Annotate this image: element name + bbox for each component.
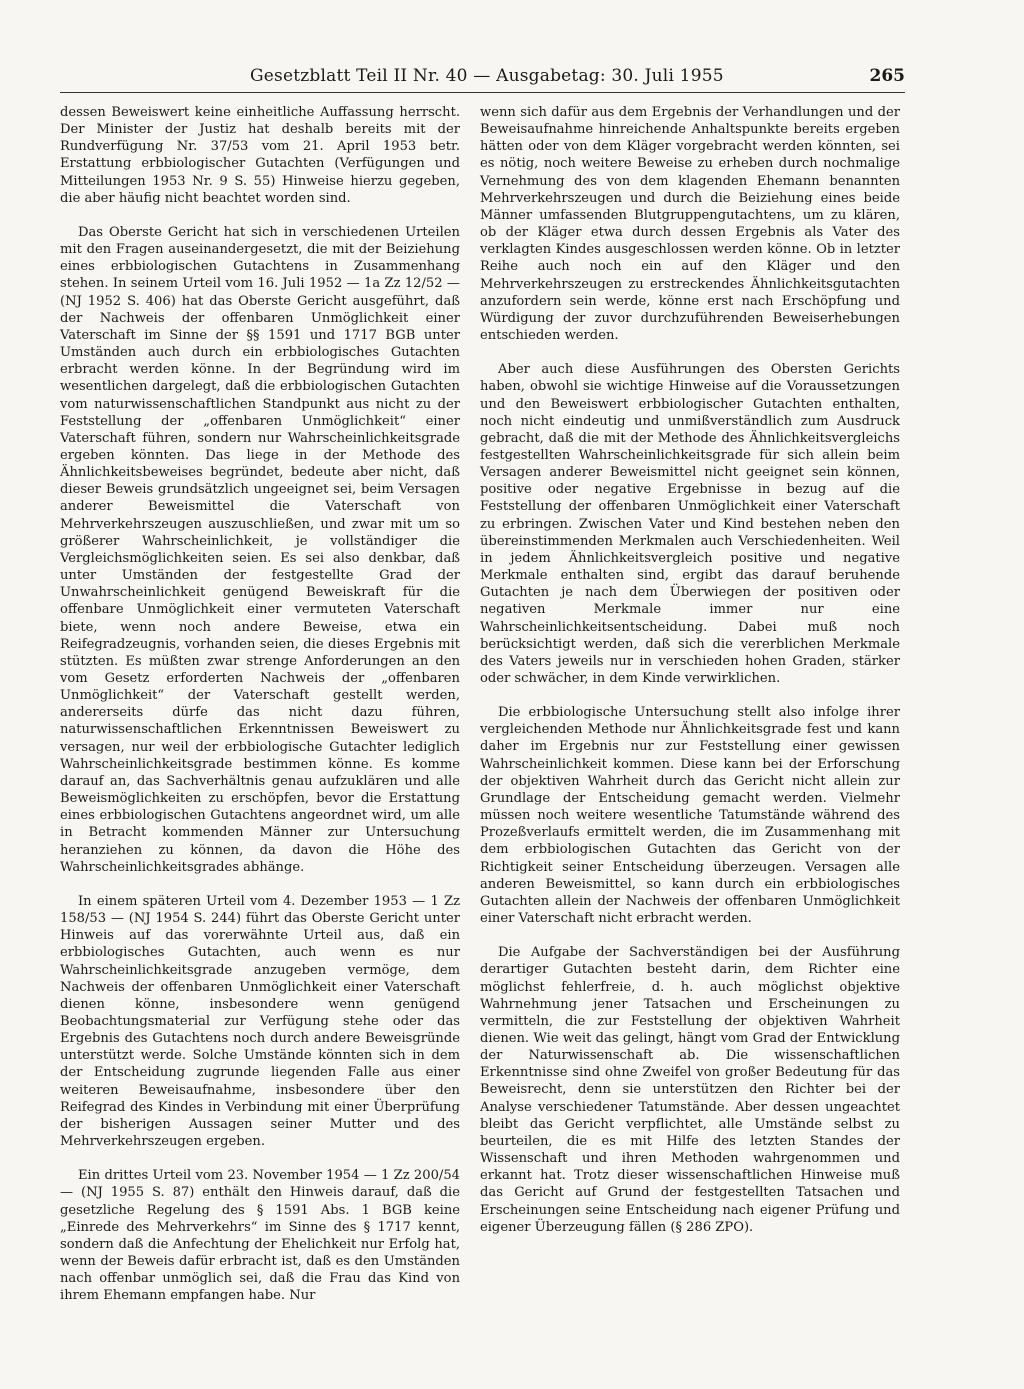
page-number: 265: [869, 66, 905, 86]
paragraph: Das Oberste Gericht hat sich in verschiedenen Urteilen mit den Fragen auseinandergesetzt, die mit der Beiziehung eines erbbiologischen Gutachtens in Zusammenhang stehen. In seinem Urteil vom 16. Juli 1952 — 1a Zz 12/52 — (NJ 1952 S. 406) hat das Oberste Gericht ausgeführt, daß der Nachweis der offenbaren Unmöglichkeit einer Vaterschaft im Sinne der §§ 1591 und 1717 BGB unter Umständen auch durch ein erbbiologisches Gutachten erbracht werden könne. In der Begründung wird im wesentlichen dargelegt, daß die erbbiologischen Gutachten vom naturwissenschaftlichen Standpunkt aus nicht zu der Feststellung der „offenbaren Unmöglichkeit“ einer Vaterschaft führen, sondern nur Wahrscheinlichkeitsgrade ergeben könnten. Das liege in der Methode des Ähnlichkeitsbeweises begründet, bedeute aber nicht, daß dieser Beweis grundsätzlich ungeeignet sei, beim Versagen anderer Beweismittel die Vaterschaft von Mehrverkehrszeugen auszuschließen, und zwar mit um so größerer Wahrscheinlichkeit, je vollständiger die Vergleichsmöglichkeiten seien. Es sei also denkbar, daß unter Umständen der festgestellte Grad der Unwahrscheinlichkeit genügend Beweiskraft für die offenbare Unmöglichkeit einer vermuteten Vaterschaft biete, wenn noch andere Beweise, etwa ein Reifegradzeugnis, vorhanden seien, die dieses Ergebnis mit stützten. Es müßten zwar strenge Anforderungen an den vom Gesetz erforderten Nachweis der „offenbaren Unmöglichkeit“ der Vaterschaft gestellt werden, andererseits dürfe das nicht dazu führen, naturwissenschaftlichen Erkenntnissen Beweiswert zu versagen, nur weil der erbbiologische Gutachter lediglich Wahrscheinlichkeitsgrade bestimmen könne. Es komme darauf an, das Sachverhältnis genau aufzuklären und alle Beweismöglichkeiten zu erschöpfen, bevor die Erstattung eines erbbiologischen Gutachtens angeordnet wird, um alle in Betracht kommenden Männer zur Untersuchung heranziehen zu können, da davon die Höhe des Wahrscheinlichkeitsgrades abhänge.: [60, 224, 460, 875]
paragraph: In einem späteren Urteil vom 4. Dezember 1953 — 1 Zz 158/53 — (NJ 1954 S. 244) führt das Oberste Gericht unter Hinweis auf das vorerwähnte Urteil aus, daß ein erbbiologisches Gutachten, auch wenn es nur Wahrscheinlichkeitsgrade anzugeben vermöge, dem Nachweis der offenbaren Unmöglichkeit einer Vaterschaft dienen könne, insbesondere wenn genügend Beobachtungsmaterial zur Verfügung stehe oder das Ergebnis des Gutachtens noch durch andere Beweisgründe unterstützt werde. Solche Umstände könnten sich in dem der Entscheidung zugrunde liegenden Falle aus einer weiteren Beweisaufnahme, insbesondere über den Reifegrad des Kindes in Verbindung mit einer Überprüfung der bisherigen Aussagen seiner Mutter und des Mehrverkehrszeugen ergeben.: [60, 893, 460, 1150]
left-column: [60, 104, 460, 1321]
paragraph: Die erbbiologische Untersuchung stellt also infolge ihrer vergleichenden Methode nur Ähnlichkeitsgrade fest und kann daher im Ergebnis nur zur Feststellung einer gewissen Wahrscheinlichkeit kommen. Diese kann bei der Erforschung der objektiven Wahrheit durch das Gericht nicht allein zur Grundlage der Entscheidung gemacht werden. Vielmehr müssen noch weitere wesentliche Tatumstände während des Prozeßverlaufs ermittelt werden, die im Zusammenhang mit dem erbbiologischen Gutachten das Gericht von der Richtigkeit seiner Entscheidung überzeugen. Versagen alle anderen Beweismittel, so kann durch ein erbbiologisches Gutachten allein der Nachweis der offenbaren Unmöglichkeit einer Vaterschaft nicht erbracht werden.: [480, 705, 900, 927]
paragraph: Aber auch diese Ausführungen des Obersten Gerichts haben, obwohl sie wichtige Hinweise auf die Voraussetzungen und den Beweiswert erbbiologischer Gutachten enthalten, noch nicht eindeutig und unmißverständlich zum Ausdruck gebracht, daß die mit der Methode des Ähnlichkeitsvergleichs festgestellten Wahrscheinlichkeitsgrade für sich allein beim Versagen anderer Beweismittel nicht geeignet sein können, positive oder negative Ergebnisse in bezug auf die Feststellung der offenbaren Unmöglichkeit einer Vaterschaft zu erbringen. Zwischen Vater und Kind bestehen neben den übereinstimmenden Merkmalen auch Verschiedenheiten. Weil in jedem Ähnlichkeitsvergleich positive und negative Merkmale enthalten sind, ergibt das darauf beruhende Gutachten je nach dem Überwiegen der positiven oder negativen Merkmale immer nur eine Wahrscheinlichkeitsentscheidung. Dabei muß noch berücksichtigt werden, daß sich die vererblichen Merkmale des Vaters jeweils nur in verschieden hohen Graden, stärker oder schwächer, in dem Kinde verwirklichen.: [480, 362, 900, 686]
page-header: [60, 66, 905, 93]
running-title: Gesetzblatt Teil II Nr. 40 — Ausgabetag: 30. Juli 1955: [250, 66, 724, 86]
paragraph: Die Aufgabe der Sachverständigen bei der Ausführung derartiger Gutachten besteht darin, dem Richter eine möglichst fehlerfreie, d. h. auch möglichst objektive Wahrnehmung jener Tatsachen und Erscheinungen zu vermitteln, die zur Feststellung der objektiven Wahrheit dienen. Wie weit das gelingt, hängt vom Grad der Entwicklung der Naturwissenschaft ab. Die wissenschaftlichen Erkenntnisse sind ohne Zweifel von großer Bedeutung für das Beweisrecht, denn sie unterstützen den Richter bei der Analyse verschiedener Tatumstände. Aber dessen ungeachtet bleibt das Gericht verpflichtet, alle Umstände selbst zu beurteilen, die es mit Hilfe des letzten Standes der Wissenschaft und ihren Methoden wahrgenommen und erkannt hat. Trotz dieser wissenschaftlichen Hinweise muß das Gericht auf Grund der festgestellten Tatsachen und Erscheinungen seine Entscheidung nach eigener Prüfung und eigener Überzeugung fällen (§ 286 ZPO).: [480, 945, 900, 1235]
right-column: [480, 104, 900, 1253]
paragraph: Ein drittes Urteil vom 23. November 1954 — 1 Zz 200/54 — (NJ 1955 S. 87) enthält den Hinweis darauf, daß die gesetzliche Regelung des § 1591 Abs. 1 BGB keine „Einrede des Mehrverkehrs“ im Sinne des § 1717 kennt, sondern daß die Anfechtung der Ehelichkeit nur Erfolg hat, wenn der Beweis dafür erbracht ist, daß es den Umständen nach offenbar unmöglich sei, daß die Frau das Kind von ihrem Ehemann empfangen habe. Nur: [60, 1168, 460, 1304]
paragraph: dessen Beweiswert keine einheitliche Auffassung herrscht. Der Minister der Justiz hat deshalb bereits mit der Rundverfügung Nr. 37/53 vom 21. April 1953 betr. Erstattung erbbiologischer Gutachten (Verfügungen und Mitteilungen 1953 Nr. 9 S. 55) Hinweise hierzu gegeben, die aber häufig nicht beachtet worden sind.: [60, 105, 460, 206]
paragraph: wenn sich dafür aus dem Ergebnis der Verhandlungen und der Beweisaufnahme hinreichende Anhaltspunkte bereits ergeben hätten oder von dem Kläger vorgebracht werden könnten, sei es nötig, noch weitere Beweise zu erheben durch nochmalige Vernehmung des von dem klagenden Ehemann benannten Mehrverkehrszeugen und durch die Beiziehung eines beide Männer umfassenden Blutgruppengutachtens, um zu klären, ob der Kläger etwa durch dessen Ergebnis als Vater des verklagten Kindes ausgeschlossen werden könne. Ob in letzter Reihe auch noch ein auf den Kläger und den Mehrverkehrszeugen zu erstreckendes Ähnlichkeitsgutachten anzufordern sein werde, könne erst nach Erschöpfung und Würdigung der zuvor durchzuführenden Beweiserhebungen entschieden werden.: [480, 105, 900, 344]
